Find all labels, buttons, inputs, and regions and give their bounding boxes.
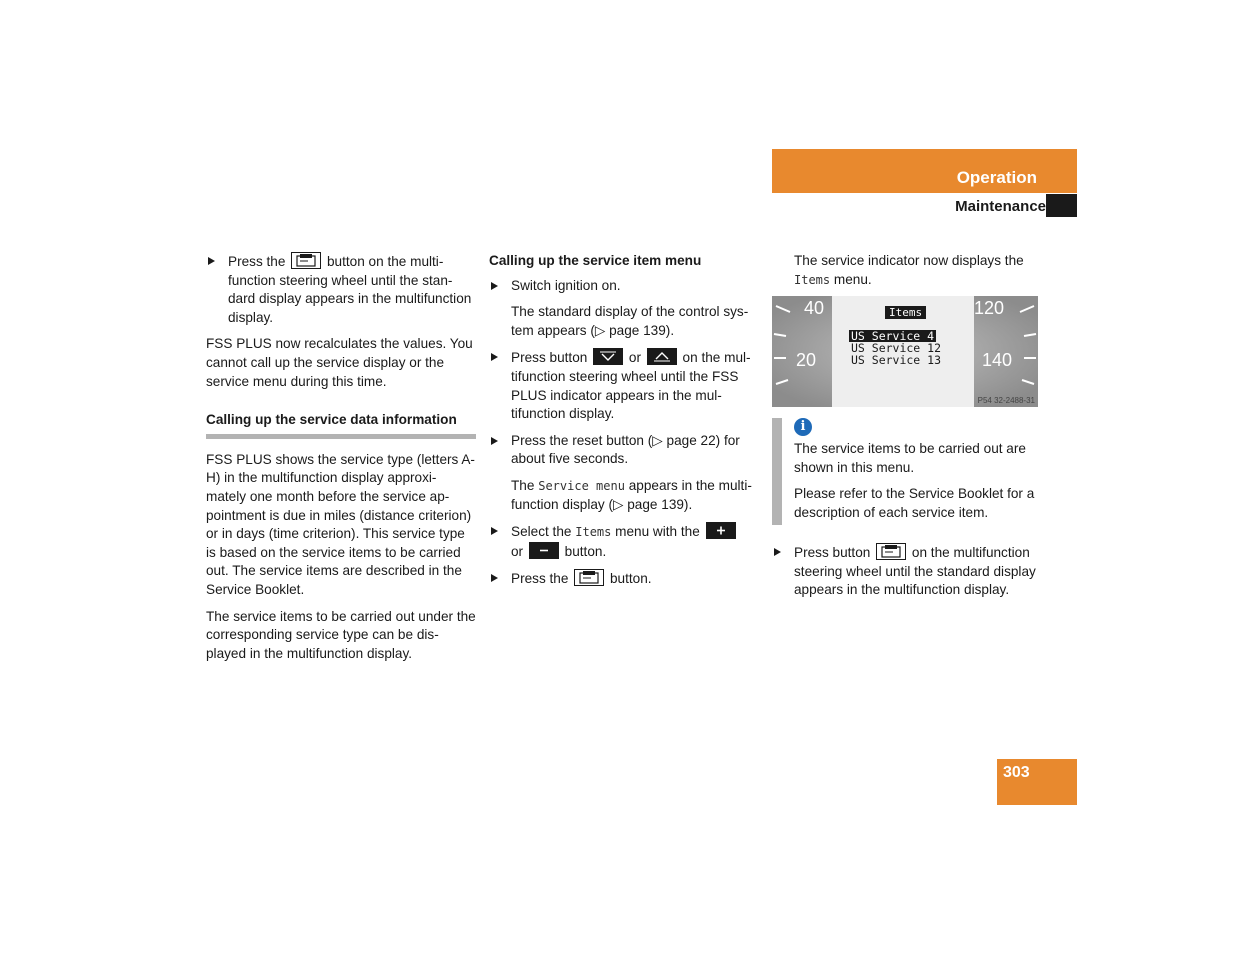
- reset-display-button-icon: [876, 543, 906, 560]
- reset-display-button-icon: [574, 569, 604, 586]
- arrow-up-button-icon: [647, 348, 677, 365]
- minus-button-icon: [529, 542, 559, 559]
- info-text: The service items to be carried out are shown in this menu. Please refer to the Service Booklet for a description of each service item.: [794, 441, 1035, 520]
- intro-text: The service indicator now displays the Items menu.: [794, 253, 1024, 287]
- step-item: Switch ignition on.: [489, 277, 759, 296]
- bullet-arrow-icon: [491, 527, 498, 535]
- menu-title: Items: [885, 306, 926, 319]
- step-item: Press the button on the multi-function steering wheel until the stan-dard display appears in the multifunction display.: [206, 252, 476, 327]
- step-item: Press button or on the mul-tifunction steering wheel until the FSS PLUS indicator appears in the mul-tifunction display.: [489, 348, 759, 423]
- column-right: [772, 252, 1040, 297]
- step-note: The Service menu appears in the multi-function display (▷ page 139).: [511, 477, 752, 512]
- step-item: Press the reset button (▷ page 22) for about five seconds.: [489, 432, 759, 469]
- column-middle: [489, 252, 759, 597]
- photo-code: P54 32-2488-31: [977, 396, 1035, 405]
- bullet-arrow-icon: [491, 574, 498, 582]
- section-title: Operation: [956, 168, 1037, 187]
- paragraph: FSS PLUS shows the service type (letters A-H) in the multifunction display approxi-mately one month before the service ap-pointment is due in miles (distance criterion) or in days (time criterion). This service type is based on the service items to be carried out. The service items are described in the Service Booklet.: [206, 451, 475, 597]
- paragraph: FSS PLUS now recalculates the values. You cannot call up the service display or the service menu during this time.: [206, 336, 473, 389]
- info-box: [772, 418, 1040, 526]
- plus-button-icon: [706, 522, 736, 539]
- info-icon: i: [794, 418, 812, 436]
- bullet-arrow-icon: [491, 353, 498, 361]
- reset-display-button-icon: [291, 252, 321, 269]
- column-right-steps: [772, 543, 1040, 608]
- page-number-box: [997, 759, 1077, 805]
- info-bar: [772, 418, 782, 525]
- step-item: Select the Items menu with the or button.: [489, 522, 759, 561]
- column-left: [206, 252, 476, 671]
- instrument-cluster-photo: 40 20 120 140 Items US Service 4 US Service 12 US Service 13 P54 32-2488-31: [772, 296, 1038, 407]
- page-number: 303: [1003, 764, 1030, 781]
- menu-item: US Service 13: [851, 353, 942, 367]
- section-heading: Calling up the service data information: [206, 411, 476, 439]
- menu-item-selected: US Service 4: [851, 329, 935, 343]
- section-heading: Calling up the service item menu: [489, 253, 702, 268]
- step-note: The standard display of the control sys-tem appears (▷ page 139).: [511, 304, 749, 338]
- bullet-arrow-icon: [208, 257, 215, 265]
- bullet-arrow-icon: [491, 437, 498, 445]
- step-item: Press the button.: [489, 569, 759, 589]
- bullet-arrow-icon: [491, 282, 498, 290]
- menu-item: US Service 12: [851, 341, 942, 355]
- subsection-title: Maintenance: [955, 198, 1046, 215]
- header-band: [772, 149, 1077, 193]
- bullet-arrow-icon: [774, 548, 781, 556]
- header-marker: [1046, 194, 1077, 217]
- paragraph: The service items to be carried out under the corresponding service type can be dis-played in the multifunction display.: [206, 608, 476, 661]
- step-item: Press button on the multifunction steering wheel until the standard display appears in the multifunction display.: [772, 543, 1040, 600]
- arrow-down-button-icon: [593, 348, 623, 365]
